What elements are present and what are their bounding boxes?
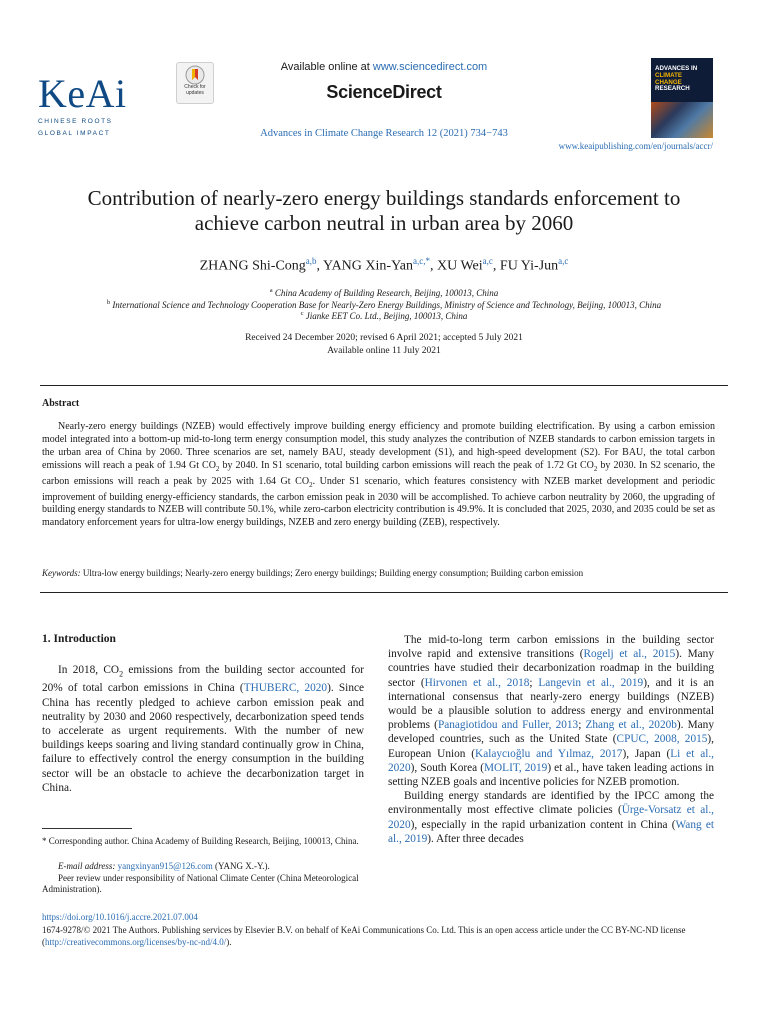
- received-dates: Received 24 December 2020; revised 6 April 2021; accepted 5 July 2021: [245, 333, 523, 343]
- cover-line-4: RESEARCH: [655, 85, 690, 93]
- affiliation-mark: c: [300, 310, 304, 317]
- abstract-heading: Abstract: [42, 398, 80, 409]
- right-column: [388, 633, 714, 846]
- text-run: ;: [529, 676, 539, 689]
- copyright-end: ).: [226, 936, 232, 947]
- text-run: Building energy standards are identified by the IPCC among the environmentally most effective climate policies (: [388, 790, 714, 817]
- citation-link[interactable]: Zhang et al., 2020b: [585, 719, 677, 732]
- email-label: E-mail address:: [58, 861, 118, 871]
- abstract-seg: Nearly-zero energy buildings (NZEB) would effectively improve building energy efficiency and promote building electrification. By using a carbon emission model integrated into a bottom-up mid-to-long term energy consumption model, this study analyzes the contribution of NZEB standards to carbon emission targets in the urban area of China by 2060. Three scenarios are set, namely BAU, steady development (S1), and high-speed development (S2). For BAU, the total carbon emissions will reach a peak of 1.94 Gt CO: [42, 421, 715, 471]
- cover-line-1: ADVANCES IN: [655, 65, 698, 72]
- subscript: 2: [309, 480, 313, 489]
- footnote-corresponding: * Corresponding author. China Academy of Building Research, Beijing, 100013, China.: [42, 836, 359, 846]
- article-title: [40, 186, 728, 236]
- abstract-bottom-rule: [40, 592, 728, 593]
- keywords: [42, 568, 583, 578]
- paragraph: [388, 789, 714, 846]
- paragraph: [42, 663, 364, 795]
- journal-cover-image: [651, 58, 713, 138]
- citation-link[interactable]: Hirvonen et al., 2018: [424, 676, 530, 689]
- text-run: ), South Korea (: [410, 761, 484, 774]
- text-run: In 2018, CO: [58, 664, 120, 676]
- left-column: [42, 663, 364, 795]
- subscript: 2: [215, 464, 220, 473]
- affiliation-mark: a: [269, 287, 273, 294]
- author-affiliation-mark[interactable]: a,c: [482, 256, 493, 266]
- copyright-text: 1674-9278/© 2021 The Authors. Publishing services by Elsevier B.V. on behalf of KeAi Communications Co. Ltd. This is an open access article under the CC BY-NC-ND license (: [42, 925, 686, 947]
- publisher-tagline-2: GLOBAL IMPACT: [38, 130, 111, 137]
- affiliation-c: [0, 308, 768, 322]
- citation-link[interactable]: Wang et al., 2019: [388, 818, 715, 845]
- text-run: ), European Union (: [388, 733, 714, 760]
- cover-line-3: CHANGE: [655, 78, 682, 86]
- footnote-email: [42, 861, 364, 872]
- text-run: emissions from the building sector accounted for 20% of total carbon emissions in China (: [42, 664, 365, 695]
- email-link[interactable]: yangxinyan915@126.com: [117, 861, 213, 871]
- text-run: ), Japan (: [622, 747, 671, 760]
- copyright-notice: [42, 925, 718, 948]
- abstract-seg: by 2030. In S2 scenario, the carbon emissions will reach a peak by 2025 with 1.64 Gt CO: [42, 459, 715, 487]
- author-affiliation-mark[interactable]: a,c: [558, 256, 569, 266]
- section-heading: 1. Introduction: [42, 633, 116, 645]
- affiliation-mark: b: [106, 299, 111, 306]
- paragraph: [388, 633, 714, 789]
- publisher-tagline-1: CHINESE ROOTS: [38, 118, 113, 125]
- email-owner: (YANG X.-Y.).: [212, 861, 270, 871]
- author-affiliation-mark[interactable]: a,b: [305, 256, 317, 266]
- citation-link[interactable]: Kalaycıoğlu and Yılmaz, 2017: [475, 747, 623, 760]
- journal-url-link[interactable]: www.keaipublishing.com/en/journals/accr/: [558, 141, 713, 151]
- cover-line-2: CLIMATE: [655, 71, 683, 79]
- text-run: ). After three decades: [427, 832, 524, 845]
- abstract-text: [42, 421, 715, 530]
- sciencedirect-link[interactable]: www.sciencedirect.com: [372, 61, 488, 73]
- license-link[interactable]: http://creativecommons.org/licenses/by-nc-nd/4.0/: [45, 936, 227, 947]
- abstract-seg: . Under S1 scenario, which features consistency with NZEB market development and periodic improvement of building energy-efficiency standards, the carbon emission peak in 2030 will be accomplished. To achieve carbon neutrality by 2060, the upgrading of building energy standards to NZEB will contribute 50.1%, while zero-carbon electricity contribution is 49.9%. It is concluded that 2025, 2030, and 2035 could be set as mandatory enforcement years for ultra-low energy buildings, NZEB and zero energy building (ZEB), respectively.: [42, 475, 716, 529]
- citation-link[interactable]: CPUC, 2008, 2015: [616, 733, 708, 746]
- citation-link[interactable]: MOLIT, 2019: [483, 761, 548, 774]
- text-run: ) et al., have taken leading actions in setting NZEB goals and incentive policies for NZEB promotion.: [388, 761, 715, 789]
- text-run: The mid-to-long term carbon emissions in the building sector involve rapid and extensive transitions (: [388, 634, 714, 661]
- check-updates-label-1: Check for: [184, 84, 206, 90]
- text-run: ), especially in the rapid urbanization content in China (: [410, 818, 676, 831]
- text-run: ), and it is an international consensus that nearly-zero energy buildings (NZEB) would be a plausible solution to address energy and environmental problems (: [388, 676, 715, 732]
- platform-name: ScienceDirect: [326, 82, 442, 102]
- text-run: ). Many countries have studied their decarbonization roadmap in the building sector (: [388, 648, 714, 689]
- cover-artwork: [651, 102, 713, 138]
- text-run: ). Since China has recently pledged to achieve carbon emission peak and neutrality by 2030 and 2060 respectively, decarbonization speed tends to accelerate as urgent requirements. With the number of new buildings keeps soaring and living standard continually grow in China, failure to effectively control the energy consumption in the building sector will be an obstacle to achieve the decarbonization target in China.: [42, 682, 364, 794]
- citation-link[interactable]: Langevin et al., 2019: [538, 676, 644, 689]
- citation-link[interactable]: Rogelj et al., 2015: [583, 648, 676, 661]
- journal-cover-title: [655, 66, 697, 93]
- affiliation-text: Jianke EET Co. Ltd., Beijing, 100013, China: [305, 311, 468, 321]
- affiliation-text: China Academy of Building Research, Beijing, 100013, China: [274, 288, 499, 298]
- journal-citation[interactable]: Advances in Climate Change Research 12 (2021) 734−743: [260, 128, 508, 139]
- title-line-1: Contribution of nearly-zero energy buildings standards enforcement to: [87, 186, 681, 210]
- doi-link[interactable]: https://doi.org/10.1016/j.accre.2021.07.004: [42, 912, 198, 922]
- publisher-logo-word: KeAi: [38, 71, 127, 116]
- author-affiliation-mark[interactable]: a,c,*: [413, 256, 430, 266]
- author-name: XU Wei: [437, 258, 483, 274]
- author-name: FU Yi-Jun: [499, 258, 559, 274]
- keywords-text: Ultra-low energy buildings; Nearly-zero energy buildings; Zero energy buildings; Building energy consumption; Building carbon emission: [82, 568, 584, 578]
- available-online-date: Available online 11 July 2021: [327, 346, 441, 356]
- citation-link[interactable]: THUBERC, 2020: [243, 682, 328, 695]
- keywords-label: Keywords:: [42, 568, 81, 578]
- author-separator: ,: [492, 258, 500, 274]
- abstract-top-rule: [40, 385, 728, 386]
- availability-prefix: Available online at: [280, 61, 373, 73]
- abstract-seg: by 2040. In S1 scenario, total building carbon emissions will reach the peak of 1.72 Gt CO: [219, 459, 594, 471]
- author-separator: ,: [316, 258, 324, 274]
- footnote-peer-review: Peer review under responsibility of National Climate Center (China Meteorological Administration).: [42, 873, 359, 895]
- author-name: ZHANG Shi-Cong: [199, 258, 306, 274]
- text-run: ). Many developed countries, such as the United State (: [388, 719, 714, 746]
- article-history: [0, 332, 768, 358]
- author-separator: ,: [430, 258, 437, 274]
- text-run: ;: [578, 719, 586, 732]
- affiliation-text: International Science and Technology Cooperation Base for Nearly-Zero Energy Buildings, Ministry of Science and Technology, Beijing, 100013, China: [112, 300, 662, 310]
- citation-link[interactable]: Ürge-Vorsatz et al., 2020: [388, 804, 714, 831]
- author-name: YANG Xin-Yan: [323, 258, 413, 274]
- citation-link[interactable]: Li et al., 2020: [388, 747, 715, 774]
- subscript: 2: [119, 669, 124, 679]
- subscript: 2: [593, 464, 598, 473]
- author-list: [0, 256, 768, 275]
- title-line-2: achieve carbon neutral in urban area by 2060: [194, 211, 574, 235]
- footnote-rule: [42, 828, 132, 829]
- citation-link[interactable]: Panagiotidou and Fuller, 2013: [437, 719, 579, 732]
- check-updates-label-2: updates: [186, 89, 204, 96]
